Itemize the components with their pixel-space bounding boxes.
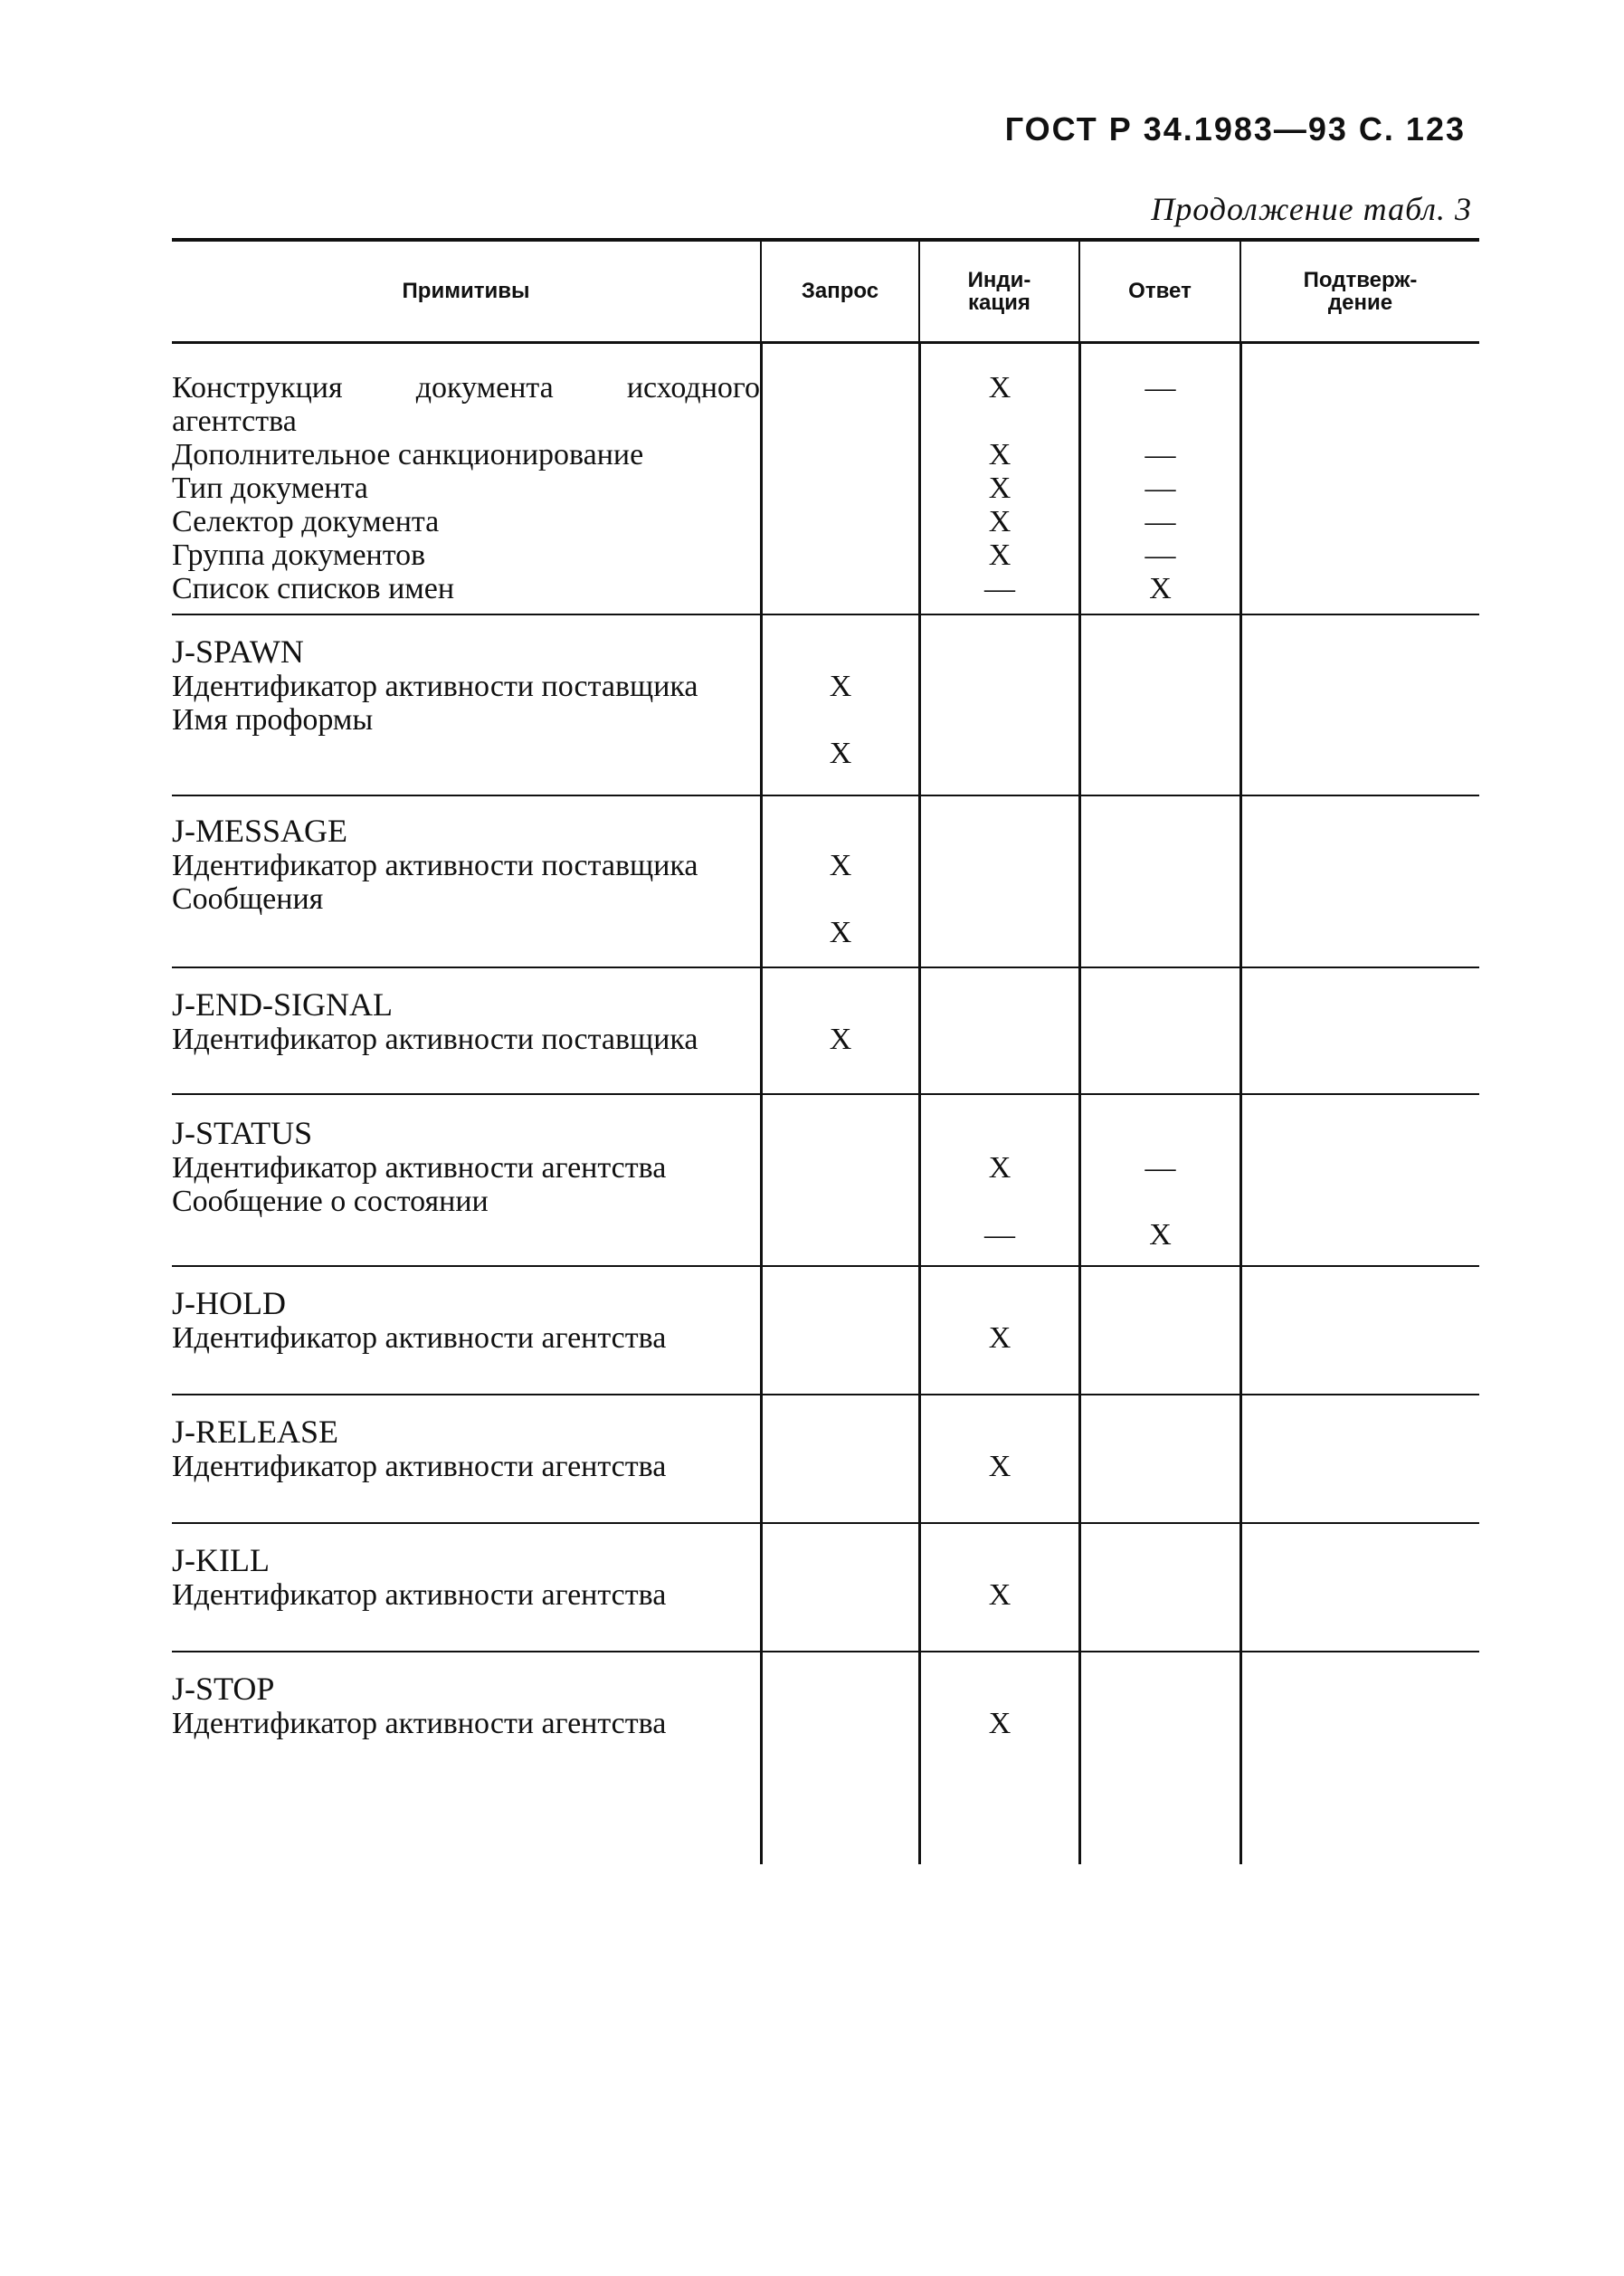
table-group (1242, 633, 1479, 796)
table-group (172, 1285, 760, 1395)
table-group (921, 1115, 1078, 1267)
row-separator (921, 1093, 1078, 1095)
primitive-group-name: J-SPAWN (172, 633, 304, 670)
row-separator (1242, 1394, 1479, 1395)
row-separator (921, 1651, 1078, 1652)
parameter-label: Имя проформы (172, 703, 374, 737)
row-separator (1081, 1651, 1239, 1652)
table-group (921, 633, 1078, 796)
indication-mark: X (988, 1578, 1011, 1612)
row-separator (763, 1093, 918, 1095)
row-separator (1242, 1265, 1479, 1267)
table-group (172, 633, 760, 796)
table-group (921, 1285, 1078, 1395)
indication-mark: X (988, 471, 1011, 505)
row-separator (172, 1522, 760, 1524)
parameter-label: Список списков имен (172, 572, 455, 605)
column-header-request: Запрос (760, 242, 918, 341)
table-group (921, 813, 1078, 968)
table-group (1242, 813, 1479, 968)
response-mark: — (1144, 471, 1176, 505)
table-group (921, 371, 1078, 615)
table-group (1081, 1115, 1239, 1267)
indication-column (918, 344, 1078, 1864)
row-separator (1242, 967, 1479, 968)
table-group (172, 1542, 760, 1652)
table-group (1081, 371, 1239, 615)
indication-mark: X (988, 1321, 1011, 1355)
primitive-group-name: J-END-SIGNAL (172, 986, 393, 1023)
request-mark: X (829, 670, 852, 703)
primitive-group-name: J-STOP (172, 1671, 275, 1707)
row-separator (1081, 795, 1239, 796)
primitives-column (172, 344, 760, 1864)
table-group (921, 1671, 1078, 1779)
table-group (763, 1115, 918, 1267)
table-group (1081, 1414, 1239, 1524)
parameter-label: Идентификатор активности агентства (172, 1450, 667, 1483)
table-group (763, 371, 918, 615)
table-group (763, 1414, 918, 1524)
table-group (921, 1414, 1078, 1524)
table-body (172, 344, 1479, 1864)
row-separator (763, 1651, 918, 1652)
request-mark: X (829, 1023, 852, 1056)
response-mark: — (1144, 538, 1176, 572)
column-header-primitives: Примитивы (402, 279, 530, 304)
row-separator (172, 614, 760, 615)
parameter-label: Сообщение о состоянии (172, 1185, 489, 1218)
column-header-confirm: Подтверж- дение (1239, 242, 1479, 341)
parameter-label: Идентификатор активности поставщика (172, 670, 698, 703)
parameter-label: Идентификатор активности агентства (172, 1707, 667, 1740)
table-group (921, 986, 1078, 1095)
primitive-group-name: J-STATUS (172, 1115, 313, 1151)
table-group (1081, 1542, 1239, 1652)
parameter-label: Дополнительное санкционирование (172, 438, 644, 471)
indication-mark: X (988, 505, 1011, 538)
row-separator (763, 967, 918, 968)
row-separator (172, 1265, 760, 1267)
table-group (1242, 1542, 1479, 1652)
row-separator (1242, 795, 1479, 796)
response-column (1078, 344, 1239, 1864)
document-reference: ГОСТ Р 34.1983—93 С. 123 (1004, 110, 1466, 148)
table-group (763, 1285, 918, 1395)
table-group (172, 1671, 760, 1779)
row-separator (1081, 1093, 1239, 1095)
table-group (1081, 1285, 1239, 1395)
table-group (763, 1671, 918, 1779)
response-mark: X (1149, 1218, 1172, 1252)
table-header (172, 238, 1479, 344)
table-group (1242, 371, 1479, 615)
row-separator (1081, 1394, 1239, 1395)
table-group (172, 1115, 760, 1267)
table-group (172, 371, 760, 615)
parameter-label: Идентификатор активности агентства (172, 1151, 667, 1185)
table-group (763, 1542, 918, 1652)
indication-mark: X (988, 1707, 1011, 1740)
indication-mark: X (988, 371, 1011, 405)
row-separator (1081, 1265, 1239, 1267)
parameter-label: Конструкция документа исходного агентства (172, 371, 760, 438)
table-group (763, 633, 918, 796)
row-separator (763, 1394, 918, 1395)
row-separator (921, 1522, 1078, 1524)
table-group (763, 986, 918, 1095)
row-separator (763, 795, 918, 796)
row-separator (172, 795, 760, 796)
row-separator (1242, 1093, 1479, 1095)
row-separator (172, 1394, 760, 1395)
row-separator (763, 1522, 918, 1524)
column-header-indication: Инди- кация (918, 242, 1078, 341)
indication-mark: X (988, 538, 1011, 572)
column-header-response: Ответ (1078, 242, 1239, 341)
table-group (1242, 1671, 1479, 1779)
table-group (763, 813, 918, 968)
indication-mark: X (988, 1151, 1011, 1185)
row-separator (921, 1394, 1078, 1395)
table-group (1081, 813, 1239, 968)
row-separator (763, 614, 918, 615)
row-separator (1242, 614, 1479, 615)
response-mark: X (1149, 572, 1172, 605)
table-continuation-label: Продолжение табл. 3 (1151, 191, 1472, 227)
indication-mark: X (988, 438, 1011, 471)
parameter-label: Идентификатор активности поставщика (172, 849, 698, 882)
table-group (172, 813, 760, 968)
parameter-label: Группа документов (172, 538, 426, 572)
primitive-group-name: J-MESSAGE (172, 813, 348, 849)
row-separator (921, 614, 1078, 615)
response-mark: — (1144, 505, 1176, 538)
request-mark: X (829, 916, 852, 949)
row-separator (1081, 967, 1239, 968)
row-separator (1081, 1522, 1239, 1524)
table-group (1242, 1115, 1479, 1267)
table-group (1242, 1414, 1479, 1524)
table-group (172, 986, 760, 1095)
row-separator (1242, 1522, 1479, 1524)
indication-mark: — (984, 572, 1015, 605)
response-mark: — (1144, 371, 1176, 405)
parameter-label: Тип документа (172, 471, 368, 505)
request-mark: X (829, 737, 852, 770)
parameter-label: Сообщения (172, 882, 324, 916)
response-mark: — (1144, 1151, 1176, 1185)
request-column (760, 344, 918, 1864)
indication-mark: X (988, 1450, 1011, 1483)
primitive-group-name: J-HOLD (172, 1285, 286, 1321)
primitive-group-name: J-KILL (172, 1542, 270, 1578)
parameter-label: Идентификатор активности поставщика (172, 1023, 698, 1056)
row-separator (763, 1265, 918, 1267)
table-group (921, 1542, 1078, 1652)
row-separator (921, 795, 1078, 796)
row-separator (1242, 1651, 1479, 1652)
row-separator (172, 1651, 760, 1652)
confirm-column (1239, 344, 1479, 1864)
table-group (1242, 1285, 1479, 1395)
response-mark: — (1144, 438, 1176, 471)
row-separator (172, 1093, 760, 1095)
request-mark: X (829, 849, 852, 882)
parameter-label: Селектор документа (172, 505, 440, 538)
table-group (1081, 986, 1239, 1095)
indication-mark: — (984, 1218, 1015, 1252)
parameter-label: Идентификатор активности агентства (172, 1321, 667, 1355)
primitives-table (172, 238, 1479, 1864)
row-separator (921, 1265, 1078, 1267)
table-group (1081, 633, 1239, 796)
row-separator (921, 967, 1078, 968)
table-group (1081, 1671, 1239, 1779)
row-separator (1081, 614, 1239, 615)
primitive-group-name: J-RELEASE (172, 1414, 338, 1450)
table-group (1242, 986, 1479, 1095)
row-separator (172, 967, 760, 968)
table-group (172, 1414, 760, 1524)
parameter-label: Идентификатор активности агентства (172, 1578, 667, 1612)
